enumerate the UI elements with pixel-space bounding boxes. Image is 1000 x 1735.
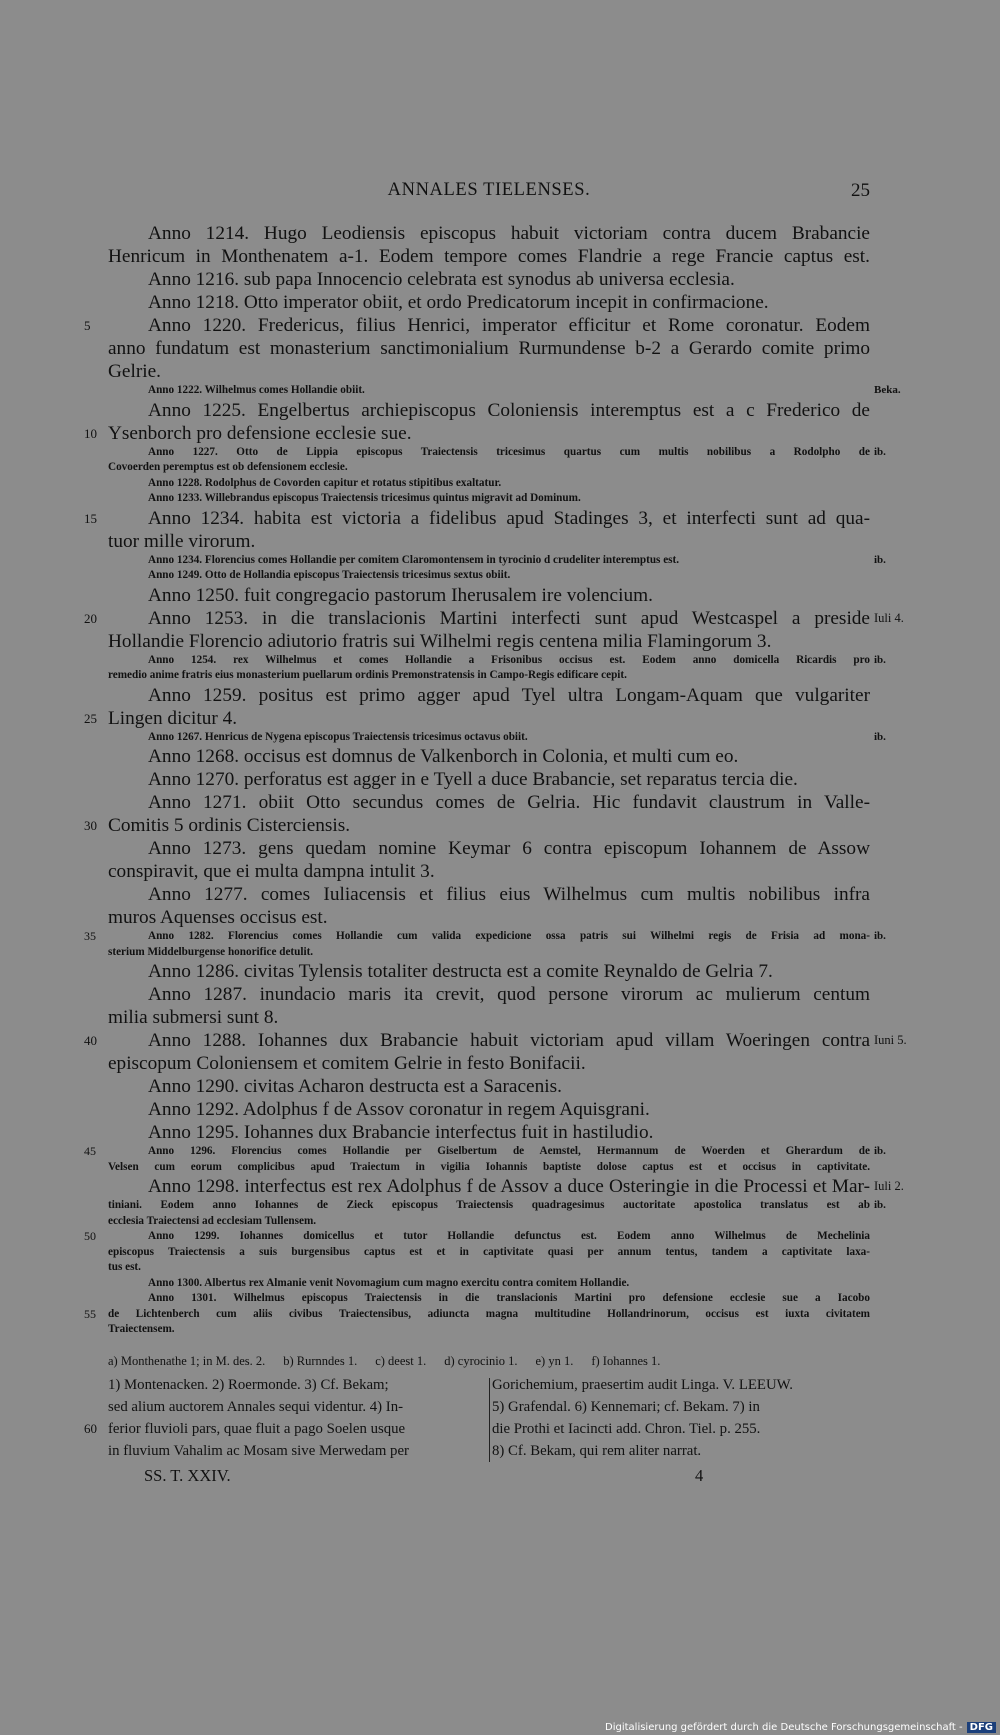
footnote-line [492, 1440, 870, 1462]
text-line [108, 222, 870, 245]
line-text: Comitis 5 ordinis Cisterciensis. [108, 815, 351, 836]
margin-note: ib. [874, 730, 886, 743]
line-text: Anno 1218. Otto imperator obiit, et ordo Predicatorum incepit in confirmacione. [148, 292, 769, 313]
line-text: tus est. [108, 1261, 141, 1273]
margin-note: Iuni 5. [874, 1033, 907, 1047]
margin-note: ib. [874, 930, 886, 942]
digitization-credit [605, 1722, 996, 1733]
line-text: Anno 1216. sub papa Innocencio celebrata est synodus ab universa ecclesia. [148, 269, 735, 290]
text-line [108, 883, 870, 906]
footnotes-left-column [84, 1374, 486, 1462]
line-text: Ysenborch pro defensione ecclesie sue. [108, 422, 412, 444]
variant-reading: e) yn 1. [535, 1353, 574, 1368]
text-line [108, 1121, 870, 1144]
line-text: Anno 1300. Albertus rex Almanie venit Novomagium cum magno exercitu contra comitem Hollandie. [148, 1276, 630, 1289]
footnotes-right-column [492, 1374, 870, 1462]
text-line [108, 291, 870, 314]
variant-reading: c) deest 1. [375, 1353, 427, 1368]
margin-note: ib. [874, 1199, 886, 1211]
line-number: 30 [84, 818, 97, 833]
small-text-line [108, 1291, 870, 1307]
small-text-line [108, 668, 870, 684]
variant-reading: d) cyrocinio 1. [444, 1353, 518, 1368]
text-line [108, 1052, 870, 1075]
text-line [108, 860, 870, 883]
line-number: 60 [84, 1420, 97, 1436]
line-number: 10 [84, 425, 97, 441]
variant-readings [108, 1352, 870, 1370]
small-text-line [108, 730, 886, 746]
footnote-line [492, 1396, 870, 1418]
text-line [108, 268, 870, 291]
text-line [108, 1098, 870, 1121]
variant-reading: f) Iohannes 1. [591, 1353, 661, 1368]
small-text-line [108, 1160, 870, 1176]
small-text-line [108, 553, 886, 569]
small-text-line [108, 445, 886, 461]
footnote-line [108, 1440, 486, 1462]
text-line [108, 745, 870, 768]
footnote-line [492, 1418, 870, 1440]
margin-note: Beka. [874, 384, 901, 396]
text-line [108, 837, 870, 860]
text-line [108, 960, 870, 983]
footnotes [84, 1374, 870, 1464]
spacer [108, 1338, 870, 1352]
text-line [84, 422, 870, 445]
line-text: episcopum Coloniensem et comitem Gelrie in festo Bonifacii. [108, 1053, 586, 1074]
line-text: tuor mille virorum. [108, 530, 256, 552]
text-line [108, 584, 870, 607]
line-text: Traiectensem. [108, 1323, 175, 1335]
footnote-text: 8) Cf. Bekam, qui rem aliter narrat. [492, 1442, 702, 1459]
small-text-line [108, 460, 870, 476]
line-text: episcopus Traiectensis a suis burgensibus captus est et in captivitate quasi per annum tentus, tandem a captivitate laxa- [108, 1245, 870, 1258]
small-text-line [84, 1144, 886, 1160]
text-line [108, 791, 870, 814]
line-text: Velsen cum eorum complicibus apud Traiectum in vigilia Iohannis baptiste dolose captus est et occisus in captivitate. [108, 1160, 870, 1173]
sheet-signature: 4 [695, 1465, 704, 1485]
variant-reading: b) Rurnndes 1. [283, 1353, 358, 1368]
footnote-line [108, 1396, 486, 1418]
small-text-line [84, 929, 886, 945]
footnote-line [84, 1418, 486, 1440]
text-line [108, 337, 870, 360]
footnote-text: 5) Grafendal. 6) Kennemari; cf. Bekam. 7) in [492, 1398, 760, 1415]
line-text: Anno 1220. Fredericus, filius Henrici, imperator efficitur et Rome coronatur. Eodem [148, 315, 870, 336]
footnote-line [108, 1374, 486, 1396]
line-text: Anno 1249. Otto de Hollandia episcopus Traiectensis tricesimus sextus obiit. [148, 569, 511, 581]
line-text: tiniani. Eodem anno Iohannes de Zieck episcopus Traiectensis quadragesimus auctoritate apostolica translatus est ab [108, 1199, 870, 1211]
line-text: Anno 1288. Iohannes dux Brabancie habuit victoriam apud villam Woeringen contra [148, 1030, 870, 1051]
small-text-line [108, 1198, 886, 1214]
line-text: Anno 1298. interfectus est rex Adolphus f de Assov a duce Osteringie in die Processi et Mar- [148, 1176, 870, 1197]
running-header [108, 180, 870, 208]
line-text: Anno 1253. in die translacionis Martini interfecti sunt apud Westcaspel a preside [148, 607, 870, 629]
line-text: Anno 1234. Florencius comes Hollandie per comitem Claromontensem in tyrocinio d crudeliter interemptus est. [148, 553, 680, 566]
text-line [108, 768, 870, 791]
line-text: Anno 1287. inundacio maris ita crevit, quod persone virorum ac mulierum centum [148, 984, 870, 1005]
line-number: 40 [84, 1033, 97, 1048]
small-text-line [108, 568, 870, 584]
line-number: 15 [84, 510, 97, 526]
small-text-line [108, 653, 886, 669]
line-text: Anno 1250. fuit congregacio pastorum Iherusalem ire volencium. [148, 584, 653, 606]
line-text: Anno 1273. gens quedam nomine Keymar 6 contra episcopum Iohannem de Assow [148, 838, 870, 859]
line-text: Anno 1222. Wilhelmus comes Hollandie obiit. [148, 384, 365, 396]
text-line [108, 245, 870, 268]
footnote-text: 1) Montenacken. 2) Roermonde. 3) Cf. Bekam; [108, 1376, 389, 1393]
small-text-line [108, 1245, 870, 1261]
column-divider [489, 1378, 490, 1462]
margin-note: Iuli 2. [874, 1179, 904, 1193]
line-number: 25 [84, 710, 97, 726]
line-number: 5 [84, 318, 91, 333]
line-text: Anno 1228. Rodolphus de Covorden capitur et rotatus stipitibus exaltatur. [148, 476, 502, 489]
line-number: 20 [84, 610, 97, 626]
text-line [84, 314, 870, 337]
small-text-line [84, 1306, 870, 1323]
text-line [108, 630, 870, 653]
line-number: 50 [84, 1229, 96, 1243]
small-text-line [108, 383, 901, 399]
credit-text: Digitalisierung gefördert durch die Deutsche Forschungsgemeinschaft - [605, 1722, 963, 1733]
line-number: 35 [84, 929, 96, 943]
text-line [108, 1006, 870, 1029]
margin-note: ib. [874, 653, 886, 666]
line-text: muros Aquenses occisus est. [108, 907, 328, 928]
line-number: 45 [84, 1144, 96, 1158]
line-text: Anno 1267. Henricus de Nygena episcopus Traiectensis tricesimus octavus obiit. [148, 730, 528, 743]
text-line [84, 1029, 907, 1052]
line-text: Anno 1296. Florencius comes Hollandie per Giselbertum de Aemstel, Hermannum de Woerden et Gherardum de [148, 1145, 870, 1157]
line-text: remedio anime fratris eius monasterium puellarum ordinis Premonstratensis in Campo-Regis edificare cepit. [108, 669, 627, 681]
line-text: sterium Middelburgense honorifice detulit. [108, 945, 314, 958]
footnote-text: sed alium auctorem Annales sequi videntur. 4) In- [108, 1398, 404, 1415]
line-text: Anno 1271. obiit Otto secundus comes de Gelria. Hic fundavit claustrum in Valle- [148, 792, 870, 813]
small-text-line [108, 1214, 870, 1230]
line-text: Anno 1254. rex Wilhelmus et comes Hollandie a Frisonibus occisus est. Eodem anno domicella Ricardis pro [148, 653, 870, 666]
small-text-line [108, 945, 870, 961]
margin-note: ib. [874, 1145, 886, 1157]
small-text-line [108, 1260, 870, 1276]
text-line [84, 814, 870, 837]
line-text: Anno 1286. civitas Tylensis totaliter destructa est a comite Reynaldo de Gelria 7. [148, 961, 773, 982]
text-line [108, 684, 870, 707]
line-text: conspiravit, que ei multa dampna intulit 3. [108, 861, 435, 882]
line-text: Anno 1277. comes Iuliacensis et filius eius Wilhelmus cum multis nobilibus infra [148, 884, 870, 905]
running-title: ANNALES TIELENSES. [387, 180, 591, 200]
line-number: 55 [84, 1306, 96, 1321]
text-line [108, 360, 870, 383]
text-line [108, 983, 870, 1006]
small-text-line [108, 491, 870, 507]
annals-text [84, 222, 907, 1492]
line-text: Hollandie Florencio adiutorio fratris sui Wilhelmi regis centena milia Flamingorum 3. [108, 630, 772, 652]
line-text: Gelrie. [108, 361, 161, 382]
text-line [84, 707, 870, 730]
line-text: Anno 1227. Otto de Lippia episcopus Traiectensis tricesimus quartus cum multis nobilibus a Rodolpho de [148, 445, 870, 458]
line-text: anno fundatum est monasterium sanctimonialium Rurmundense b-2 a Gerardo comite primo [108, 338, 870, 359]
line-text: Lingen dicitur 4. [108, 707, 238, 729]
footnote-text: die Prothi et Iacincti add. Chron. Tiel. p. 255. [492, 1420, 761, 1437]
line-text: Anno 1299. Iohannes domicellus et tutor Hollandie defunctus est. Eodem anno Wilhelmus de Mechelinia [148, 1230, 870, 1242]
line-text: Henricum in Monthenatem a-1. Eodem tempore comes Flandrie a rege Francie captus est. [108, 246, 870, 267]
small-text-line [108, 476, 870, 492]
footnote-text: in fluvium Vahalim ac Mosam sive Merwedam per [108, 1442, 409, 1459]
margin-note: ib. [874, 553, 886, 566]
line-text: Anno 1214. Hugo Leodiensis episcopus habuit victoriam contra ducem Brabancie [148, 223, 870, 244]
line-text: milia submersi sunt 8. [108, 1007, 279, 1028]
line-text: ecclesia Traiectensi ad ecclesiam Tullensem. [108, 1214, 317, 1227]
footnote-text: ferior fluvioli pars, quae fluit a pago Soelen usque [108, 1420, 406, 1437]
line-text: de Lichtenberch cum aliis civibus Traiectensibus, adiuncta magna multitudine Hollandrinorum, occisus est iuxta civitatem [108, 1307, 870, 1320]
line-text: Anno 1290. civitas Acharon destructa est a Saracenis. [148, 1076, 562, 1097]
line-text: Anno 1268. occisus est domnus de Valkenborch in Colonia, et multi cum eo. [148, 746, 739, 767]
line-text: Anno 1225. Engelbertus archiepiscopus Coloniensis interemptus est a c Frederico de [148, 399, 870, 421]
text-line [108, 906, 870, 929]
variant-reading: a) Monthenathe 1; in M. des. 2. [108, 1353, 266, 1368]
line-text: Anno 1233. Willebrandus episcopus Traiectensis tricesimus quintus migravit ad Dominum. [148, 492, 581, 504]
text-line [84, 507, 870, 530]
line-text: Anno 1234. habita est victoria a fidelibus apud Stadinges 3, et interfecti sunt ad qua- [148, 507, 870, 529]
text-line [108, 530, 870, 553]
line-text: Anno 1259. positus est primo agger apud Tyel ultra Longam-Aquam que vulgariter [148, 684, 870, 706]
text-line [108, 1075, 870, 1098]
small-text-line [108, 1276, 870, 1292]
footnote-line [492, 1374, 870, 1396]
series-signature: SS. T. XXIV. [144, 1465, 231, 1485]
text-line [108, 399, 870, 422]
small-text-line [108, 1322, 870, 1338]
line-text: Anno 1301. Wilhelmus episcopus Traiectensis in die translacionis Martini pro defensione ecclesie sue a Iacobo [148, 1292, 870, 1304]
line-text: Anno 1282. Florencius comes Hollandie cum valida expedicione ossa patris sui Wilhelmi regis de Frisia ad mona- [148, 930, 870, 942]
text-line [84, 607, 904, 630]
margin-note: Iuli 4. [874, 610, 904, 625]
dfg-logo: DFG [967, 1722, 996, 1733]
small-text-line [84, 1229, 870, 1245]
footnote-text: Gorichemium, praesertim audit Linga. V. LEEUW. [492, 1376, 793, 1393]
margin-note: ib. [874, 445, 886, 458]
text-line [108, 1175, 904, 1198]
line-text: Anno 1292. Adolphus f de Assov coronatur in regem Aquisgrani. [148, 1099, 650, 1120]
line-text: Anno 1270. perforatus est agger in e Tyell a duce Brabancie, set reparatus tercia die. [148, 769, 798, 790]
line-text: Covoerden peremptus est ob defensionem ecclesie. [108, 461, 348, 473]
page-number: 25 [851, 180, 870, 201]
signature-line [108, 1466, 870, 1492]
line-text: Anno 1295. Iohannes dux Brabancie interfectus fuit in hastiludio. [148, 1122, 654, 1143]
